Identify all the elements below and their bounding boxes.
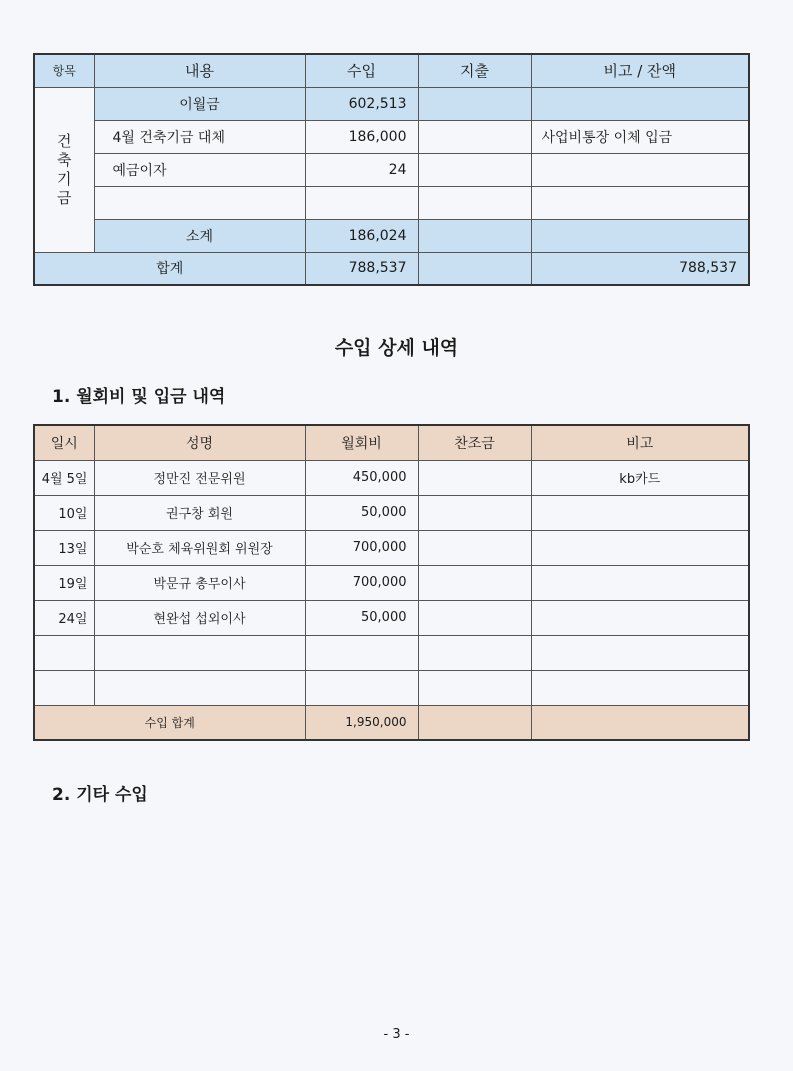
total-note xyxy=(531,705,749,740)
total-balance: 788,537 xyxy=(531,252,749,285)
section-title: 수입 상세 내역 xyxy=(334,337,459,359)
row-donation xyxy=(418,670,531,705)
row-note xyxy=(531,635,749,670)
table-row xyxy=(34,600,749,635)
header-donation: 찬조금 xyxy=(418,425,531,460)
row-donation xyxy=(418,460,531,495)
row-date: 13일 xyxy=(34,530,94,565)
row-date xyxy=(34,635,94,670)
table-row xyxy=(34,530,749,565)
header-content: 내용 xyxy=(94,54,305,87)
header-income: 수입 xyxy=(305,54,418,87)
total-expense xyxy=(418,252,531,285)
row-content: 예금이자 xyxy=(94,153,305,186)
row-donation xyxy=(418,635,531,670)
row-fee: 50,000 xyxy=(305,600,418,635)
row-note xyxy=(531,670,749,705)
total-row xyxy=(34,705,749,740)
row-expense xyxy=(418,87,531,120)
table-row xyxy=(34,670,749,705)
table-header-row xyxy=(34,54,749,87)
table-row xyxy=(34,495,749,530)
table-row xyxy=(34,186,749,219)
row-date: 24일 xyxy=(34,600,94,635)
row-note: 사업비통장 이체 입금 xyxy=(531,120,749,153)
row-note xyxy=(531,600,749,635)
total-donation xyxy=(418,705,531,740)
row-date: 10일 xyxy=(34,495,94,530)
subtotal-note xyxy=(531,219,749,252)
header-date: 일시 xyxy=(34,425,94,460)
row-fee xyxy=(305,635,418,670)
total-fee: 1,950,000 xyxy=(305,705,418,740)
row-name: 현완섭 섭외이사 xyxy=(94,600,305,635)
row-content: 4월 건축기금 대체 xyxy=(94,120,305,153)
row-name xyxy=(94,635,305,670)
table-row xyxy=(34,460,749,495)
header-fee: 월회비 xyxy=(305,425,418,460)
row-name xyxy=(94,670,305,705)
row-fee: 50,000 xyxy=(305,495,418,530)
row-donation xyxy=(418,600,531,635)
subtotal-income: 186,024 xyxy=(305,219,418,252)
table-row xyxy=(34,120,749,153)
table-row xyxy=(34,565,749,600)
total-label: 합계 xyxy=(34,252,305,285)
header-name: 성명 xyxy=(94,425,305,460)
row-donation xyxy=(418,495,531,530)
row-expense xyxy=(418,120,531,153)
row-donation xyxy=(418,565,531,600)
row-date xyxy=(34,670,94,705)
row-income: 24 xyxy=(305,153,418,186)
section2-heading: 2. 기타 수입 xyxy=(52,785,148,805)
row-name: 박문규 총무이사 xyxy=(94,565,305,600)
table-header-row xyxy=(34,425,749,460)
row-name: 권구창 회원 xyxy=(94,495,305,530)
row-donation xyxy=(418,530,531,565)
row-fee: 450,000 xyxy=(305,460,418,495)
row-note xyxy=(531,530,749,565)
row-income xyxy=(305,186,418,219)
total-label: 수입 합계 xyxy=(34,705,305,740)
table-row xyxy=(34,635,749,670)
subtotal-expense xyxy=(418,219,531,252)
row-income: 602,513 xyxy=(305,87,418,120)
header-note: 비고 xyxy=(531,425,749,460)
row-name: 정만진 전문위원 xyxy=(94,460,305,495)
header-note-balance: 비고 / 잔액 xyxy=(531,54,749,87)
header-category: 항목 xyxy=(34,54,94,87)
row-fee: 700,000 xyxy=(305,565,418,600)
row-date: 19일 xyxy=(34,565,94,600)
table-row xyxy=(34,87,749,120)
section1-heading: 1. 월회비 및 입금 내역 xyxy=(52,387,226,407)
total-income: 788,537 xyxy=(305,252,418,285)
header-expense: 지출 xyxy=(418,54,531,87)
building-fund-table xyxy=(33,53,750,286)
table-row xyxy=(34,153,749,186)
row-date: 4월 5일 xyxy=(34,460,94,495)
page-number: - 3 - xyxy=(383,1027,410,1042)
row-fee xyxy=(305,670,418,705)
row-note xyxy=(531,87,749,120)
subtotal-label: 소계 xyxy=(94,219,305,252)
row-expense xyxy=(418,153,531,186)
row-content xyxy=(94,186,305,219)
row-name: 박순호 체육위원회 위원장 xyxy=(94,530,305,565)
row-income: 186,000 xyxy=(305,120,418,153)
row-note xyxy=(531,153,749,186)
category-building-fund: 건 축 기 금 xyxy=(34,87,94,252)
total-row xyxy=(34,252,749,285)
row-expense xyxy=(418,186,531,219)
row-note: kb카드 xyxy=(531,460,749,495)
income-detail-table xyxy=(33,424,750,741)
row-note xyxy=(531,495,749,530)
subtotal-row xyxy=(34,219,749,252)
row-fee: 700,000 xyxy=(305,530,418,565)
row-note xyxy=(531,565,749,600)
row-content: 이월금 xyxy=(94,87,305,120)
row-note xyxy=(531,186,749,219)
